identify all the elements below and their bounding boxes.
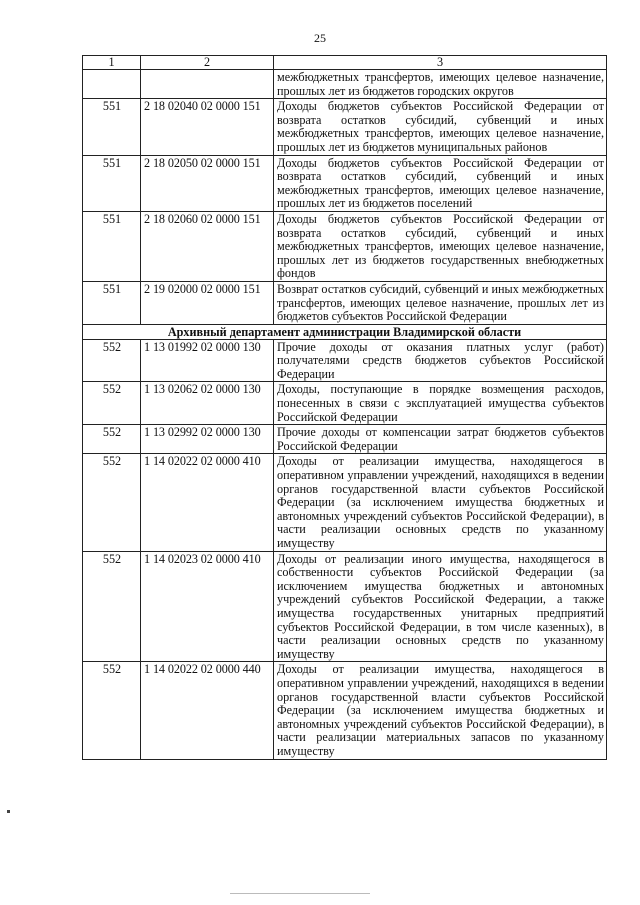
revenue-name-cell: Прочие доходы от компенсации затрат бюджетов субъектов Российской Федерации [274,425,607,454]
admin-code-cell: 551 [83,281,141,324]
admin-code-cell: 552 [83,382,141,425]
column-header-2: 2 [141,56,274,70]
page-number: 25 [314,31,326,45]
admin-code-cell: 551 [83,155,141,211]
revenue-name-cell: Доходы от реализации имущества, находящегося в оперативном управлении учреждений, находящихся в ведении органов государственной власти субъектов Российской Федерации (за исключением имущества бюджетных и автономных учреждений субъектов Российской Федерации), в части реализации основных средств по указанному имуществу [274,454,607,551]
revenue-name-cell: Доходы от реализации имущества, находящегося в оперативном управлении учреждений, находящихся в ведении органов государственной власти субъектов Российской Федерации (за исключением имущества бюджетных и автономных учреждений субъектов Российской Федерации), в части реализации материальных запасов по указанному имуществу [274,662,607,759]
revenue-name-cell: Прочие доходы от оказания платных услуг (работ) получателями средств бюджетов субъектов Российской Федерации [274,339,607,382]
column-header-1: 1 [83,56,141,70]
revenue-code-cell: 1 14 02022 02 0000 410 [141,454,274,551]
revenue-name-cell: межбюджетных трансфертов, имеющих целевое назначение, прошлых лет из бюджетов городских округов [274,70,607,99]
admin-code-cell: 552 [83,339,141,382]
admin-code-cell: 551 [83,211,141,281]
revenue-code-cell: 1 14 02022 02 0000 440 [141,662,274,759]
revenue-code-cell: 2 19 02000 02 0000 151 [141,281,274,324]
table-row [83,70,607,99]
table-row [83,281,607,324]
revenue-codes-table [82,55,607,760]
table-header-row [83,56,607,70]
revenue-code-cell [141,70,274,99]
admin-code-cell: 552 [83,454,141,551]
scan-artifact-mark [7,810,10,813]
revenue-code-cell: 2 18 02050 02 0000 151 [141,155,274,211]
revenue-code-cell: 1 13 02062 02 0000 130 [141,382,274,425]
table-row [83,454,607,551]
revenue-code-cell: 1 13 01992 02 0000 130 [141,339,274,382]
revenue-name-cell: Доходы, поступающие в порядке возмещения расходов, понесенных в связи с эксплуатацией имущества субъектов Российской Федерации [274,382,607,425]
revenue-code-cell: 1 14 02023 02 0000 410 [141,551,274,662]
section-title: Архивный департамент администрации Владимирской области [83,324,607,339]
revenue-code-cell: 2 18 02040 02 0000 151 [141,99,274,155]
table-row [83,155,607,211]
revenue-name-cell: Доходы от реализации иного имущества, находящегося в собственности субъектов Российской Федерации (за исключением имущества бюджетных и автономных учреждений субъектов Российской Федерации, а также имущества государственных унитарных предприятий субъектов Российской Федерации, в том числе казенных), в части реализации основных средств по указанному имуществу [274,551,607,662]
table-row [83,211,607,281]
table-row [83,662,607,759]
revenue-name-cell: Возврат остатков субсидий, субвенций и иных межбюджетных трансфертов, имеющих целевое назначение, прошлых лет из бюджетов субъектов Российской Федерации [274,281,607,324]
revenue-name-cell: Доходы бюджетов субъектов Российской Федерации от возврата остатков субсидий, субвенций и иных межбюджетных трансфертов, имеющих целевое назначение, прошлых лет из бюджетов поселений [274,155,607,211]
revenue-name-cell: Доходы бюджетов субъектов Российской Федерации от возврата остатков субсидий, субвенций и иных межбюджетных трансфертов, имеющих целевое назначение, прошлых лет из бюджетов государственных внебюджетных фондов [274,211,607,281]
column-header-3: 3 [274,56,607,70]
revenue-name-cell: Доходы бюджетов субъектов Российской Федерации от возврата остатков субсидий, субвенций и иных межбюджетных трансфертов, имеющих целевое назначение, прошлых лет из бюджетов муниципальных районов [274,99,607,155]
table-row [83,99,607,155]
table-row [83,382,607,425]
admin-code-cell: 552 [83,662,141,759]
table-row [83,339,607,382]
scan-artifact-line [230,893,370,894]
section-heading-row [83,324,607,339]
table-row [83,551,607,662]
revenue-code-cell: 2 18 02060 02 0000 151 [141,211,274,281]
admin-code-cell [83,70,141,99]
admin-code-cell: 552 [83,425,141,454]
admin-code-cell: 552 [83,551,141,662]
admin-code-cell: 551 [83,99,141,155]
table-row [83,425,607,454]
revenue-code-cell: 1 13 02992 02 0000 130 [141,425,274,454]
